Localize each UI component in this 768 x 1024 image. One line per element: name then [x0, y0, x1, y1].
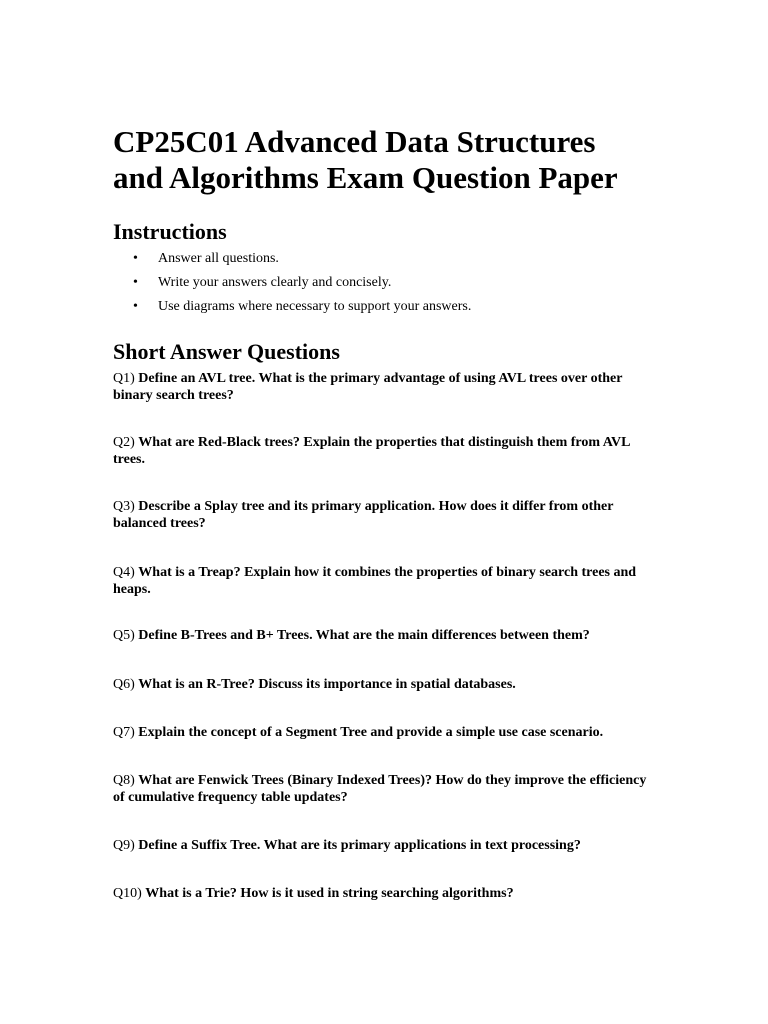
document-title: CP25C01 Advanced Data Structures and Algorithms Exam Question Paper [113, 124, 618, 195]
instruction-item [113, 272, 471, 296]
question-number: Q1) [113, 371, 135, 386]
question-item [113, 838, 653, 855]
question-item [113, 371, 653, 404]
question-text: Explain the concept of a Segment Tree and provide a simple use case scenario. [138, 725, 604, 740]
bullet-icon: • [133, 299, 138, 314]
instruction-item [113, 296, 471, 320]
instruction-item [113, 248, 471, 272]
question-text: What is a Treap? Explain how it combines the properties of binary search trees and heaps. [113, 565, 637, 597]
question-text: Define B-Trees and B+ Trees. What are the main differences between them? [138, 628, 590, 643]
question-number: Q4) [113, 565, 135, 580]
bullet-icon: • [133, 275, 138, 290]
question-text: What is a Trie? How is it used in string searching algorithms? [145, 886, 514, 901]
question-item [113, 565, 653, 598]
question-text: Define an AVL tree. What is the primary advantage of using AVL trees over other binary search trees? [113, 371, 623, 403]
question-text: Define a Suffix Tree. What are its primary applications in text processing? [138, 838, 581, 853]
question-text: Describe a Splay tree and its primary application. How does it differ from other balanced trees? [113, 499, 614, 531]
question-number: Q6) [113, 677, 135, 692]
question-text: What are Fenwick Trees (Binary Indexed Trees)? How do they improve the efficiency of cumulative frequency table updates? [113, 773, 647, 805]
question-number: Q2) [113, 435, 135, 450]
question-item [113, 725, 653, 742]
instruction-text: Use diagrams where necessary to support your answers. [158, 299, 472, 314]
question-item [113, 773, 653, 806]
short-answer-heading: Short Answer Questions [113, 339, 340, 364]
question-item [113, 435, 653, 468]
instruction-text: Write your answers clearly and concisely. [158, 275, 392, 290]
instructions-list [113, 248, 471, 320]
question-item [113, 628, 653, 645]
question-text: What is an R-Tree? Discuss its importance in spatial databases. [138, 677, 516, 692]
question-item [113, 499, 653, 532]
bullet-icon: • [133, 251, 138, 266]
instructions-heading: Instructions [113, 219, 227, 244]
question-number: Q10) [113, 886, 142, 901]
question-number: Q5) [113, 628, 135, 643]
question-item [113, 677, 653, 694]
question-text: What are Red-Black trees? Explain the properties that distinguish them from AVL trees. [113, 435, 630, 467]
question-item [113, 886, 653, 903]
instruction-text: Answer all questions. [158, 251, 279, 266]
question-number: Q7) [113, 725, 135, 740]
question-number: Q3) [113, 499, 135, 514]
question-number: Q9) [113, 838, 135, 853]
question-number: Q8) [113, 773, 135, 788]
